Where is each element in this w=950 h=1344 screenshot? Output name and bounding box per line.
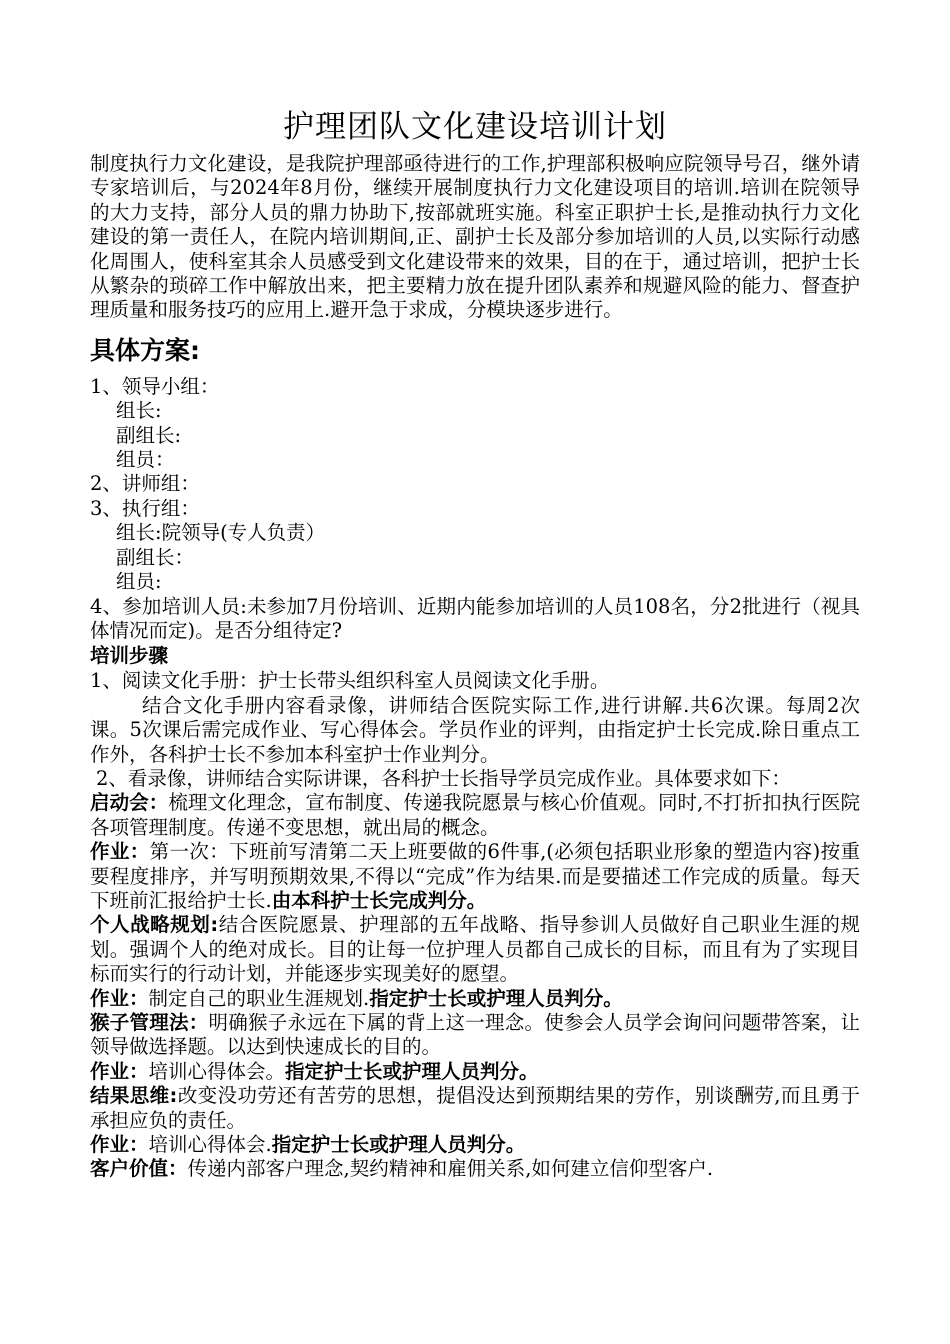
plan-heading: 具体方案: xyxy=(90,335,200,365)
intro-paragraph: 制度执行力文化建设，是我院护理部亟待进行的工作,护理部积极响应院领导号召，继外请专家培训后，与2024年8月份，继续开展制度执行力文化建设项目的培训.培训在院领导的大力支持，部分人员的鼎力协助下,按部就班实施。科室正职护士长,是推动执行力文化建设的第一责任人，在院内培训期间,正、副护士长及部分参加培训的人员,以实际行动感化周围人，使科室其余人员感受到文化建设带来的效果，目的在于，通过培训，把护士长从繁杂的琐碎工作中解放出来，把主要精力放在提升团队素养和规避风险的能力、督查护理质量和服务技巧的应用上.避开急于求成，分模块逐步进行。 xyxy=(90,152,860,322)
item-paragraph xyxy=(90,840,860,913)
leader-head: 组长: xyxy=(116,399,162,423)
participants: 4、参加培训人员:未参加7月份培训、近期内能参加培训的人员108名，分2批进行（视具体情况而定)。是否分组待定? xyxy=(90,594,860,642)
item-text: 传递内部客户理念,契约精神和雇佣关系,如何建立信仰型客户. xyxy=(187,1157,714,1181)
item-list xyxy=(90,791,860,1182)
step-2: 2、看录像，讲师结合实际讲课，各科护士长指导学员完成作业。具体要求如下： xyxy=(96,766,791,790)
steps-heading: 培训步骤 xyxy=(90,644,169,668)
item-label: 作业： xyxy=(90,1133,149,1157)
exec-group: 3、执行组： xyxy=(90,496,200,520)
leader-deputy: 副组长: xyxy=(116,423,182,447)
item-label: 作业： xyxy=(90,840,150,864)
item-label: 启动会： xyxy=(90,791,169,815)
item-text: 改变没功劳还有苦劳的思想，提倡没达到预期结果的劳作，别谈酬劳,而且勇于承担应负的责任。 xyxy=(90,1084,860,1132)
document-title: 护理团队文化建设培训计划 xyxy=(283,109,667,145)
item-label: 客户价值： xyxy=(90,1157,188,1181)
item-paragraph xyxy=(90,1060,860,1084)
item-bold-tail: 指定护士长或护理人员判分。 xyxy=(285,1059,539,1083)
item-label: 结果思维: xyxy=(90,1084,178,1108)
item-bold-tail: 指定护士长或护理人员判分。 xyxy=(271,1133,526,1157)
item-label: 作业： xyxy=(90,1059,149,1083)
item-paragraph xyxy=(90,791,860,840)
item-paragraph xyxy=(90,987,860,1011)
item-text: 第一次：下班前写清第二天上班要做的6件事,(必须包括职业形象的塑造内容)按重要程度排序，并写明预期效果,不得以“完成”作为结果.而是要描述工作完成的质量。每天下班前汇报给护士长. xyxy=(90,840,860,912)
item-text: 明确猴子永远在下属的背上这一理念。使参会人员学会询问问题带答案，让领导做选择题。以达到快速成长的目的。 xyxy=(90,1011,860,1059)
item-paragraph xyxy=(90,1084,860,1133)
exec-head: 组长:院领导(专人负责） xyxy=(116,521,326,545)
lecturer-group: 2、讲师组： xyxy=(90,472,200,496)
exec-members: 组员: xyxy=(116,570,162,594)
exec-deputy: 副组长： xyxy=(116,545,195,569)
item-text: 制定自己的职业生涯规划. xyxy=(148,986,370,1010)
step-1-detail: 结合文化手册内容看录像，讲师结合医院实际工作,进行讲解.共6次课。每周2次课。5次课后需完成作业、写心得体会。学员作业的评判，由指定护士长完成.除日重点工作外，各科护士长不参加本科室护士作业判分。 xyxy=(90,693,860,766)
item-text: 结合医院愿景、护理部的五年战略、指导参训人员做好自己职业生涯的规划。强调个人的绝对成长。目的让每一位护理人员都自己成长的目标，而且有为了实现目标而实行的行动计划，并能逐步实现美好的愿望。 xyxy=(90,913,860,986)
item-label: 个人战略规划: xyxy=(90,913,219,937)
document-page xyxy=(90,104,860,1182)
leader-members: 组员： xyxy=(116,448,175,472)
item-bold-tail: 由本科护士长完成判分。 xyxy=(271,888,487,912)
step-1: 1、阅读文化手册：护士长带头组织科室人员阅读文化手册。 xyxy=(90,669,610,693)
item-paragraph xyxy=(90,1011,860,1060)
item-text: 培训心得体会. xyxy=(148,1133,272,1157)
item-paragraph xyxy=(90,1133,860,1157)
item-paragraph xyxy=(90,913,860,986)
item-label: 猴子管理法： xyxy=(90,1011,209,1034)
item-text: 梳理文化理念，宣布制度、传递我院愿景与核心价值观。同时,不打折扣执行医院各项管理制度。传递不变思想，就出局的概念。 xyxy=(90,791,860,839)
item-text: 培训心得体会。 xyxy=(148,1059,286,1083)
item-label: 作业： xyxy=(90,986,149,1010)
item-bold-tail: 指定护士长或护理人员判分。 xyxy=(369,986,623,1010)
leader-group: 1、领导小组： xyxy=(90,374,220,398)
item-paragraph xyxy=(90,1157,860,1181)
